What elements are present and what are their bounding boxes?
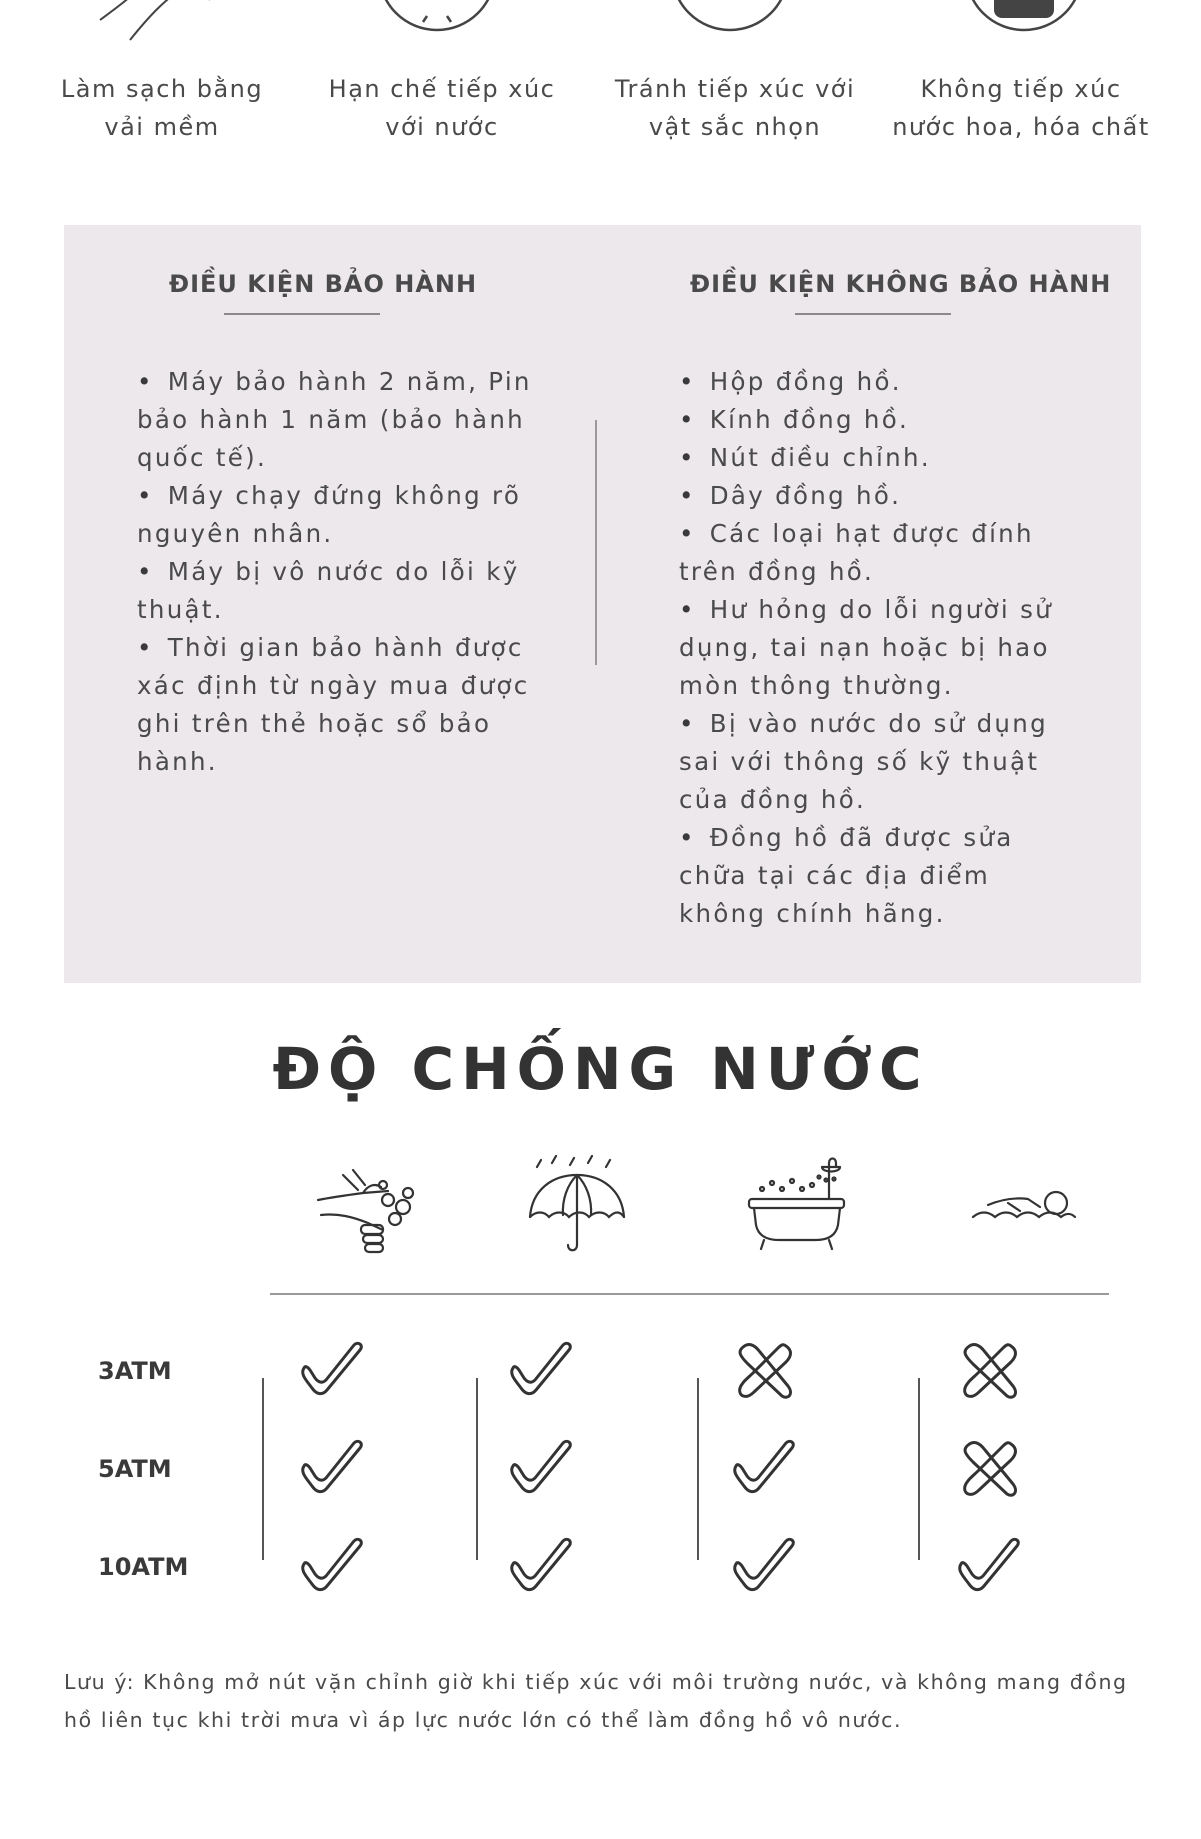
check-icon xyxy=(953,1534,1027,1596)
row-label-5atm: 5ATM xyxy=(98,1455,172,1483)
care-label-avoid-sharp: Tránh tiếp xúc với vật sắc nhọn xyxy=(614,75,856,141)
list-item: • Thời gian bảo hành được xác định từ ngày mua được ghi trên thẻ hoặc sổ bảo hành. xyxy=(137,629,532,781)
column-divider xyxy=(262,1378,264,1560)
list-item: • Hộp đồng hồ. xyxy=(679,363,1079,401)
list-item: • Máy bảo hành 2 năm, Pin bảo hành 1 năm (bảo hành quốc tế). xyxy=(137,363,532,477)
care-label-no-chemicals: Không tiếp xúc nước hoa, hóa chất xyxy=(892,75,1150,141)
column-divider xyxy=(918,1378,920,1560)
list-item: • Hư hỏng do lỗi người sử dụng, tai nạn hoặc bị hao mòn thông thường. xyxy=(679,591,1079,705)
check-icon xyxy=(505,1534,579,1596)
note-text: Lưu ý: Không mở nút vặn chỉnh giờ khi tiếp xúc với môi trường nước, và không mang đồng hồ liên tục khi trời mưa vì áp lực nước lớn có thể làm đồng hồ vô nước. xyxy=(64,1670,1128,1732)
sharp-object-icon xyxy=(668,0,793,45)
warranty-covered-list xyxy=(137,363,532,781)
not-covered-title-underline xyxy=(795,313,951,315)
warranty-not-covered-list xyxy=(679,363,1079,933)
check-icon xyxy=(728,1534,802,1596)
swimming-icon xyxy=(968,1155,1078,1255)
row-label-10atm: 10ATM xyxy=(98,1553,189,1581)
cloth-icon xyxy=(90,0,215,45)
column-divider xyxy=(595,420,597,665)
list-item: • Các loại hạt được đính trên đồng hồ. xyxy=(679,515,1079,591)
column-divider xyxy=(697,1378,699,1560)
perfume-icon xyxy=(962,0,1087,45)
column-divider xyxy=(476,1378,478,1560)
water-header-divider xyxy=(270,1293,1109,1295)
list-item: • Máy bị vô nước do lỗi kỹ thuật. xyxy=(137,553,532,629)
covered-title-underline xyxy=(224,313,380,315)
row-label-3atm: 3ATM xyxy=(98,1357,172,1385)
list-item: • Bị vào nước do sử dụng sai với thông số kỹ thuật của đồng hồ. xyxy=(679,705,1079,819)
list-item: • Máy chạy đứng không rõ nguyên nhân. xyxy=(137,477,532,553)
check-icon xyxy=(728,1436,802,1498)
warranty-not-covered-title: ĐIỀU KIỆN KHÔNG BẢO HÀNH xyxy=(690,270,1112,298)
cross-icon xyxy=(728,1338,802,1400)
bathtub-shower-icon xyxy=(744,1155,854,1255)
cross-icon xyxy=(953,1338,1027,1400)
check-icon xyxy=(296,1338,370,1400)
water-drop-icon xyxy=(375,0,500,45)
warranty-covered-title: ĐIỀU KIỆN BẢO HÀNH xyxy=(169,270,478,298)
cross-icon xyxy=(953,1436,1027,1498)
care-label-limit-water: Hạn chế tiếp xúc với nước xyxy=(328,75,556,141)
water-resistance-title: ĐỘ CHỐNG NƯỚC xyxy=(272,1035,929,1103)
list-item: • Nút điều chỉnh. xyxy=(679,439,1079,477)
check-icon xyxy=(505,1338,579,1400)
list-item: • Đồng hồ đã được sửa chữa tại các địa điểm không chính hãng. xyxy=(679,819,1079,933)
umbrella-rain-icon xyxy=(522,1155,632,1255)
check-icon xyxy=(296,1436,370,1498)
list-item: • Kính đồng hồ. xyxy=(679,401,1079,439)
care-label-soft-cloth: Làm sạch bằng vải mềm xyxy=(60,75,264,141)
check-icon xyxy=(505,1436,579,1498)
check-icon xyxy=(296,1534,370,1596)
hand-washing-icon xyxy=(313,1155,423,1255)
list-item: • Dây đồng hồ. xyxy=(679,477,1079,515)
warranty-panel xyxy=(64,225,1141,983)
